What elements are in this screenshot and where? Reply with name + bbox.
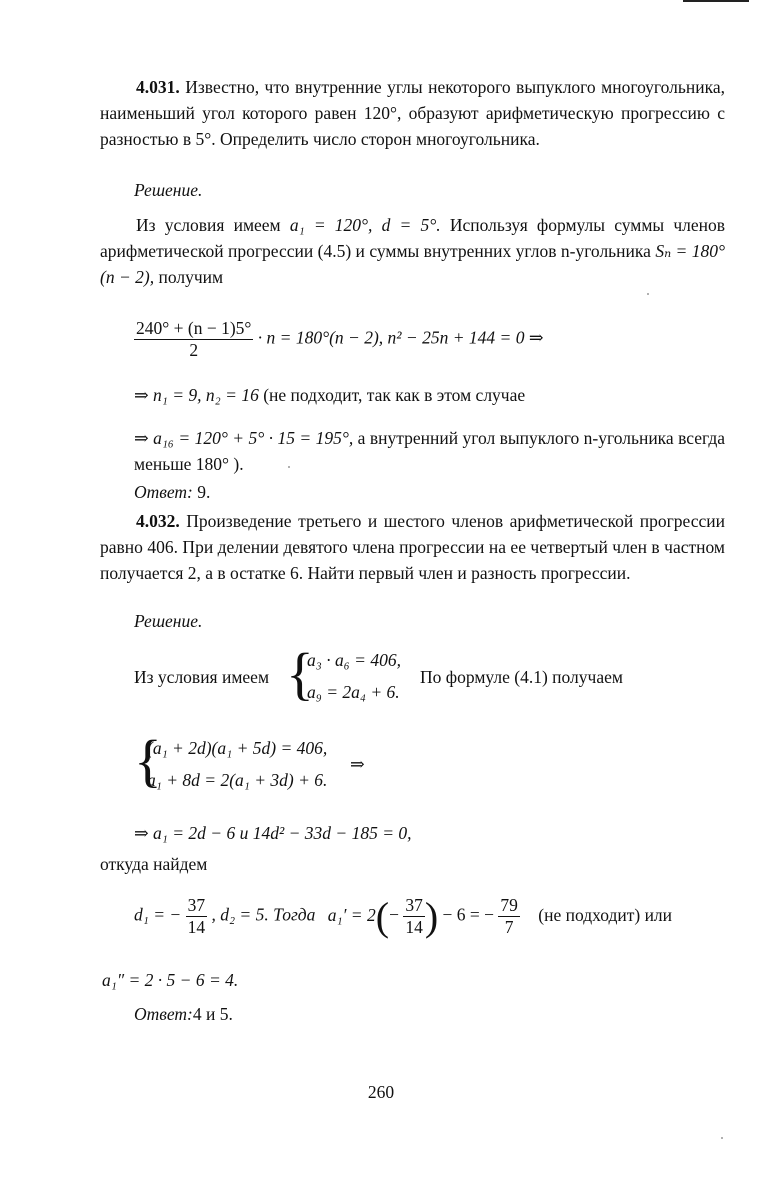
problem-4032-statement xyxy=(100,508,725,586)
fraction-numerator: 79 xyxy=(500,895,518,915)
intro-text-2: Используя формулы суммы членов арифметической прогрессии (4.5) и суммы внутренних углов n-угольника xyxy=(100,215,726,261)
scan-speck xyxy=(721,1137,723,1139)
answer-1 xyxy=(134,482,210,503)
fraction xyxy=(403,895,425,938)
a16-note: а внутренний угол выпуклого n-угольника всегда меньше 180° ). xyxy=(134,428,725,474)
answer-label: Ответ: xyxy=(134,1004,193,1024)
fraction xyxy=(498,895,520,938)
a1-prime-prefix: a₁′ = 2 xyxy=(327,904,376,925)
equation-2 xyxy=(134,385,525,406)
equation-rest: · n = 180°(n − 2), n² − 25n + 144 = 0 ⇒ xyxy=(257,327,544,348)
system-2-line-1: (a₁ + 2d)(a₁ + 5d) = 406, xyxy=(147,738,328,758)
not-fit-note: (не подходит) или xyxy=(538,904,673,925)
whence-text: откуда найдем xyxy=(100,854,208,874)
minus-sign: − xyxy=(389,904,399,925)
intro-text: Из условия имеем xyxy=(136,215,281,235)
roots-note: (не подходит, так как в этом случае xyxy=(263,385,526,405)
d-values-line: d₁ = − $\frac{37}{14}$ , d₂ = 5. Тогда a₁′ = 2(− $\frac{37}{14}$ ) − 6 = − $\frac{79}{7}$ (не подходит) или xyxy=(134,894,673,939)
scan-speck xyxy=(288,466,290,468)
answer-2 xyxy=(134,1004,233,1025)
d1-prefix: d₁ = − xyxy=(134,904,182,925)
answer-label: Ответ: xyxy=(134,482,193,502)
fraction xyxy=(134,318,253,361)
problem-number: 4.031. xyxy=(136,77,180,97)
intro-text-3: получим xyxy=(158,267,224,287)
page-number: 260 xyxy=(367,1082,395,1102)
scan-speck xyxy=(647,293,649,295)
brace-symbol: { xyxy=(286,641,314,706)
fraction-denominator: 7 xyxy=(504,917,514,937)
answer-value: 9. xyxy=(197,482,211,502)
implies-arrow: ⇒ xyxy=(350,754,365,774)
system-1-line-1: a₃ · a₆ = 406, xyxy=(307,650,401,670)
equation-a1: ⇒ a₁ = 2d − 6 и 14d² − 33d − 185 = 0, xyxy=(134,823,412,843)
problem-text: Известно, что внутренние углы некоторого выпуклого многоугольника, наименьший угол которого равен 120°, образуют арифметическую прогрессию с разностью в 5°. Определить число сторон многоугольника. xyxy=(100,77,726,149)
equation-1 xyxy=(134,318,544,361)
equation-3 xyxy=(134,425,725,477)
roots: ⇒ n₁ = 9, n₂ = 16 xyxy=(134,385,259,405)
fraction-denominator: 2 xyxy=(189,340,199,360)
solution-intro xyxy=(100,212,725,290)
top-rule xyxy=(683,0,749,2)
answer-value: 4 и 5. xyxy=(192,1004,233,1024)
a16-formula: ⇒ a₁₆ = 120° + 5° · 15 = 195°, xyxy=(134,428,354,448)
fraction xyxy=(186,895,208,938)
fraction-denominator: 14 xyxy=(187,917,206,937)
given-values: a₁ = 120°, d = 5°. xyxy=(289,215,441,235)
formula-note: По формуле (4.1) получаем xyxy=(420,667,623,687)
problem-number: 4.032. xyxy=(136,511,180,531)
problem-text: Произведение третьего и шестого членов арифметической прогрессии равно 406. При делении девятого члена прогрессии на ее четвертый член в частном получается 2, а в остатке 6. Найти первый член и разность прогрессии. xyxy=(100,511,725,583)
fraction-numerator: 37 xyxy=(405,895,423,915)
system-1-line-2: a₉ = 2a₄ + 6. xyxy=(307,682,400,702)
fraction-numerator: 240° + (n − 1)5° xyxy=(136,318,252,338)
brace-symbol: { xyxy=(134,728,162,793)
solution-label: Решение. xyxy=(134,611,203,631)
d2-value: , d₂ = 5. Тогда xyxy=(211,904,316,925)
solution-label: Решение. xyxy=(134,180,203,200)
problem-4031-statement xyxy=(100,74,725,152)
fraction-numerator: 37 xyxy=(187,895,206,915)
angle-sum-formula: Sₙ = 180°(n − 2), xyxy=(100,241,726,287)
fraction-denominator: 14 xyxy=(405,917,423,937)
a1-double-prime: a₁″ = 2 · 5 − 6 = 4. xyxy=(102,970,239,990)
system-2-line-2: a₁ + 8d = 2(a₁ + 3d) + 6. xyxy=(147,770,328,790)
a1-prime-rest: − 6 = − xyxy=(442,904,495,925)
intro-text: Из условия имеем xyxy=(134,667,270,687)
